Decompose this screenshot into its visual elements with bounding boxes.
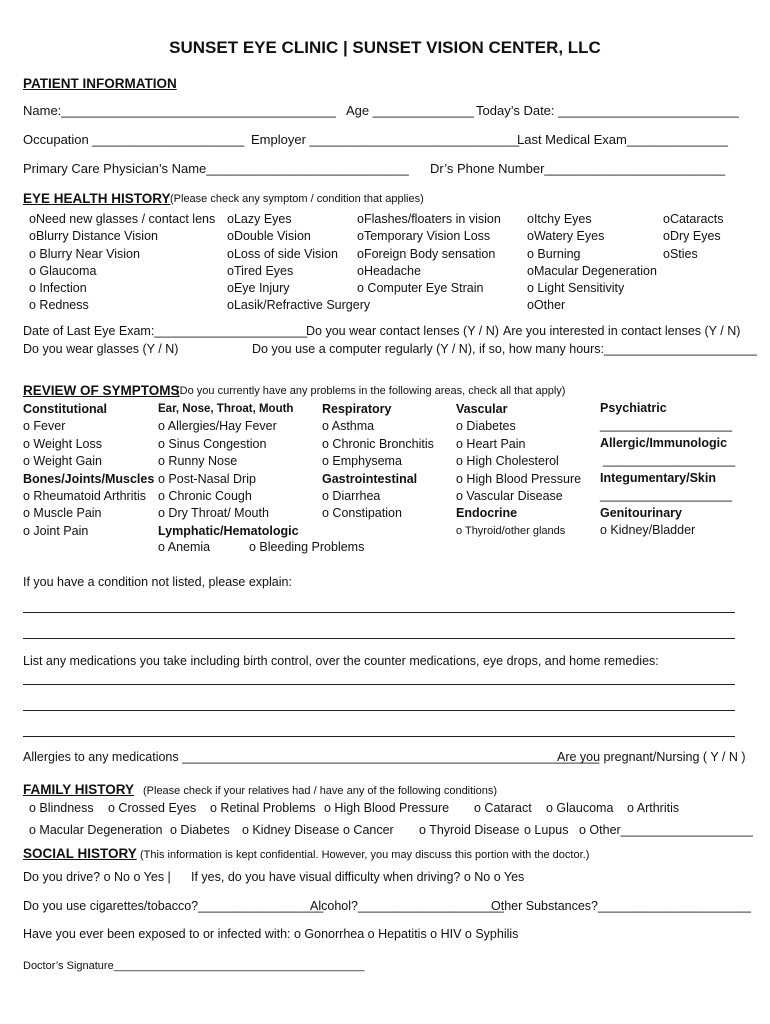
checkbox-item[interactable]: oLasik/Refractive Surgery — [227, 298, 371, 313]
checkbox-item[interactable]: o Infection — [29, 281, 87, 296]
checkbox-item[interactable]: oNeed new glasses / contact lens — [29, 212, 216, 226]
eye-health-col1 — [29, 211, 215, 315]
eye-health-col4 — [527, 211, 657, 315]
doctor-signature-field[interactable]: Doctor’s Signature_________________________________________ — [23, 960, 365, 972]
checkbox-item[interactable]: oSties — [663, 246, 698, 261]
contacts-interest-question[interactable]: Are you interested in contact lenses (Y / N) — [503, 324, 741, 338]
page-title: SUNSET EYE CLINIC | SUNSET VISION CENTER, LLC — [169, 38, 601, 57]
checkbox-item[interactable]: o Chronic Cough — [158, 489, 252, 504]
checkbox-item[interactable]: o Cataract — [474, 801, 532, 815]
eye-health-col3 — [357, 211, 501, 297]
age-field[interactable]: Age ______________ — [346, 103, 474, 118]
checkbox-item[interactable]: o Vascular Disease — [456, 489, 563, 504]
checkbox-item[interactable]: o Rheumatoid Arthritis — [23, 489, 146, 504]
checkbox-item[interactable]: o Arthritis — [627, 801, 680, 815]
pregnant-question[interactable]: Are you pregnant/Nursing ( Y / N ) — [557, 750, 746, 764]
computer-question[interactable]: Do you use a computer regularly (Y / N), if so, how many hours:______________________ — [252, 342, 757, 356]
checkbox-item[interactable]: oLazy Eyes — [227, 212, 292, 226]
eye-health-heading: EYE HEALTH HISTORY — [23, 191, 171, 206]
ros-category-gi: Gastrointestinal — [322, 471, 418, 486]
ros-category-genitourinary: Genitourinary — [600, 506, 682, 520]
other-condition-label: If you have a condition not listed, please explain: — [23, 575, 292, 589]
dr-phone-field[interactable]: Dr’s Phone Number_________________________ — [430, 161, 726, 176]
ros-col3 — [322, 401, 434, 523]
checkbox-item[interactable]: o Blurry Near Vision — [29, 246, 140, 261]
checkbox-item[interactable]: oWatery Eyes — [527, 229, 605, 244]
checkbox-item[interactable]: o Muscle Pain — [23, 506, 102, 521]
ros-col4 — [456, 401, 581, 540]
ros-category-respiratory: Respiratory — [322, 402, 392, 416]
ros-category-endocrine: Endocrine — [456, 506, 518, 521]
checkbox-item[interactable]: o Chronic Bronchitis — [322, 436, 434, 451]
checkbox-item[interactable]: o High Blood Pressure — [456, 471, 582, 486]
exposure-question[interactable]: Have you ever been exposed to or infected with: o Gonorrhea o Hepatitis o HIV o Syphilis — [23, 927, 519, 941]
answer-line[interactable] — [23, 638, 735, 639]
ros-category-constitutional: Constitutional — [23, 402, 108, 416]
checkbox-item[interactable]: o Allergies/Hay Fever — [158, 419, 277, 434]
checkbox-item[interactable]: o Light Sensitivity — [527, 281, 625, 296]
checkbox-item[interactable]: o Weight Gain — [23, 454, 102, 469]
checkbox-item[interactable]: o Constipation — [322, 506, 402, 521]
ros-note: (Do you currently have any problems in the following areas, check all that apply) — [176, 385, 566, 397]
checkbox-item[interactable]: o Weight Loss — [23, 436, 102, 451]
checkbox-item[interactable]: oCataracts — [663, 212, 724, 226]
checkbox-item[interactable]: oHeadache — [357, 263, 421, 278]
checkbox-item[interactable]: o Asthma — [322, 419, 375, 434]
checkbox-item[interactable]: o Other___________________ — [579, 823, 753, 837]
checkbox-item[interactable]: o Diarrhea — [322, 489, 381, 504]
family-history-heading: FAMILY HISTORY — [23, 782, 135, 797]
checkbox-item[interactable]: oLoss of side Vision — [227, 246, 338, 261]
checkbox-item[interactable]: o Joint Pain — [23, 523, 89, 538]
checkbox-item[interactable]: o Sinus Congestion — [158, 436, 267, 451]
ros-col1 — [23, 401, 154, 540]
answer-line[interactable] — [23, 612, 735, 613]
answer-line[interactable] — [23, 736, 735, 737]
checkbox-item[interactable]: o Thyroid Disease — [419, 823, 520, 837]
todays-date-field[interactable]: Today’s Date: _________________________ — [476, 103, 739, 118]
checkbox-item[interactable]: o Kidney/Bladder — [600, 523, 696, 537]
ros-col2 — [158, 401, 299, 540]
name-field[interactable]: Name:______________________________________ — [23, 103, 337, 118]
checkbox-item[interactable]: o Diabetes — [456, 419, 516, 434]
psychiatric-blank[interactable]: ___________________ — [600, 418, 733, 432]
checkbox-item[interactable]: o Runny Nose — [158, 454, 238, 469]
ros-category-integumentary: Integumentary/Skin — [600, 471, 716, 485]
other-substances-field[interactable]: Other Substances?______________________ — [491, 899, 751, 913]
checkbox-item[interactable]: o Glaucoma — [546, 801, 614, 815]
checkbox-item[interactable]: o Anemia — [158, 540, 211, 554]
checkbox-item[interactable]: o High Cholesterol — [456, 454, 559, 469]
checkbox-item[interactable]: oForeign Body sensation — [357, 246, 496, 261]
social-history-heading: SOCIAL HISTORY — [23, 846, 137, 861]
checkbox-item[interactable]: o Glaucoma — [29, 263, 97, 278]
medications-label: List any medications you take including birth control, over the counter medications, eye drops, and home remedies: — [23, 654, 659, 668]
ros-category-allergic: Allergic/Immunologic — [600, 436, 728, 450]
answer-line[interactable] — [23, 684, 735, 685]
last-medical-exam-field[interactable]: Last Medical Exam______________ — [517, 132, 729, 147]
checkbox-item[interactable]: o Retinal Problems — [210, 801, 316, 815]
checkbox-item[interactable]: o Kidney Disease — [242, 823, 340, 837]
checkbox-item[interactable]: oEye Injury — [227, 281, 290, 296]
allergic-blank[interactable]: ___________________ — [603, 453, 736, 467]
integumentary-blank[interactable]: ___________________ — [600, 488, 733, 502]
checkbox-item[interactable]: oTemporary Vision Loss — [357, 229, 491, 244]
ros-category-ent: Ear, Nose, Throat, Mouth — [158, 403, 294, 415]
family-history-note: (Please check if your relatives had / have any of the following conditions) — [143, 785, 498, 797]
checkbox-item[interactable]: oDry Eyes — [663, 229, 721, 244]
checkbox-item[interactable]: oOther — [527, 298, 566, 313]
eye-health-col5 — [663, 211, 723, 263]
checkbox-item[interactable]: o Redness — [29, 298, 89, 313]
checkbox-item[interactable]: o Macular Degeneration — [29, 823, 163, 837]
glasses-question[interactable]: Do you wear glasses (Y / N) — [23, 342, 179, 356]
checkbox-item[interactable]: o Blindness — [29, 801, 94, 815]
checkbox-item[interactable]: o Emphysema — [322, 454, 402, 469]
ros-heading: REVIEW OF SYMPTOMS — [23, 383, 180, 398]
checkbox-item[interactable]: o Thyroid/other glands — [456, 524, 566, 537]
eye-health-note: (Please check any symptom / condition that applies) — [170, 193, 424, 205]
checkbox-item[interactable]: o High Blood Pressure — [324, 801, 450, 815]
ros-category-vascular: Vascular — [456, 402, 508, 416]
checkbox-item[interactable]: oItchy Eyes — [527, 212, 592, 226]
last-eye-exam-field[interactable]: Date of Last Eye Exam:______________________ — [23, 324, 308, 338]
drive-difficulty-question[interactable]: If yes, do you have visual difficulty when driving? o No o Yes — [191, 870, 525, 884]
ros-category-lymph: Lymphatic/Hematologic — [158, 523, 299, 538]
alcohol-field[interactable]: Alcohol?_____________________ — [310, 899, 504, 913]
drive-question[interactable]: Do you drive? o No o Yes | — [23, 870, 171, 884]
checkbox-item[interactable]: oDouble Vision — [227, 229, 311, 244]
ros-category-psychiatric: Psychiatric — [600, 401, 667, 415]
occupation-field[interactable]: Occupation _____________________ — [23, 132, 245, 147]
checkbox-item[interactable]: o Fever — [23, 419, 66, 434]
checkbox-item[interactable]: o Crossed Eyes — [108, 801, 197, 815]
checkbox-item[interactable]: oBlurry Distance Vision — [29, 229, 158, 244]
checkbox-item[interactable]: o Post-Nasal Drip — [158, 471, 256, 486]
checkbox-item[interactable]: o Computer Eye Strain — [357, 281, 484, 296]
tobacco-field[interactable]: Do you use cigarettes/tobacco?__________________ — [23, 899, 324, 913]
checkbox-item[interactable]: o Diabetes — [170, 823, 230, 837]
checkbox-item[interactable]: o Cancer — [343, 823, 394, 837]
social-history-note: (This information is kept confidential. However, you may discuss this portion with the doctor.) — [140, 849, 590, 861]
checkbox-item[interactable]: oTired Eyes — [227, 263, 294, 278]
pcp-field[interactable]: Primary Care Physician’s Name____________________________ — [23, 161, 409, 176]
eye-health-col2 — [227, 211, 370, 315]
ros-category-bones: Bones/Joints/Muscles — [23, 471, 155, 486]
checkbox-item[interactable]: o Lupus — [524, 823, 569, 837]
allergies-field[interactable]: Allergies to any medications ____________________________________________________________ — [23, 750, 600, 764]
checkbox-item[interactable]: o Heart Pain — [456, 436, 526, 451]
answer-line[interactable] — [23, 710, 735, 711]
contacts-question[interactable]: Do you wear contact lenses (Y / N) — [306, 324, 499, 338]
checkbox-item[interactable]: oFlashes/floaters in vision — [357, 212, 501, 226]
checkbox-item[interactable]: o Burning — [527, 246, 581, 261]
patient-info-heading: PATIENT INFORMATION — [23, 76, 177, 91]
employer-field[interactable]: Employer _____________________________ — [251, 132, 520, 147]
checkbox-item[interactable]: oMacular Degeneration — [527, 263, 657, 278]
checkbox-item[interactable]: o Dry Throat/ Mouth — [158, 506, 269, 521]
checkbox-item[interactable]: o Bleeding Problems — [249, 540, 365, 554]
